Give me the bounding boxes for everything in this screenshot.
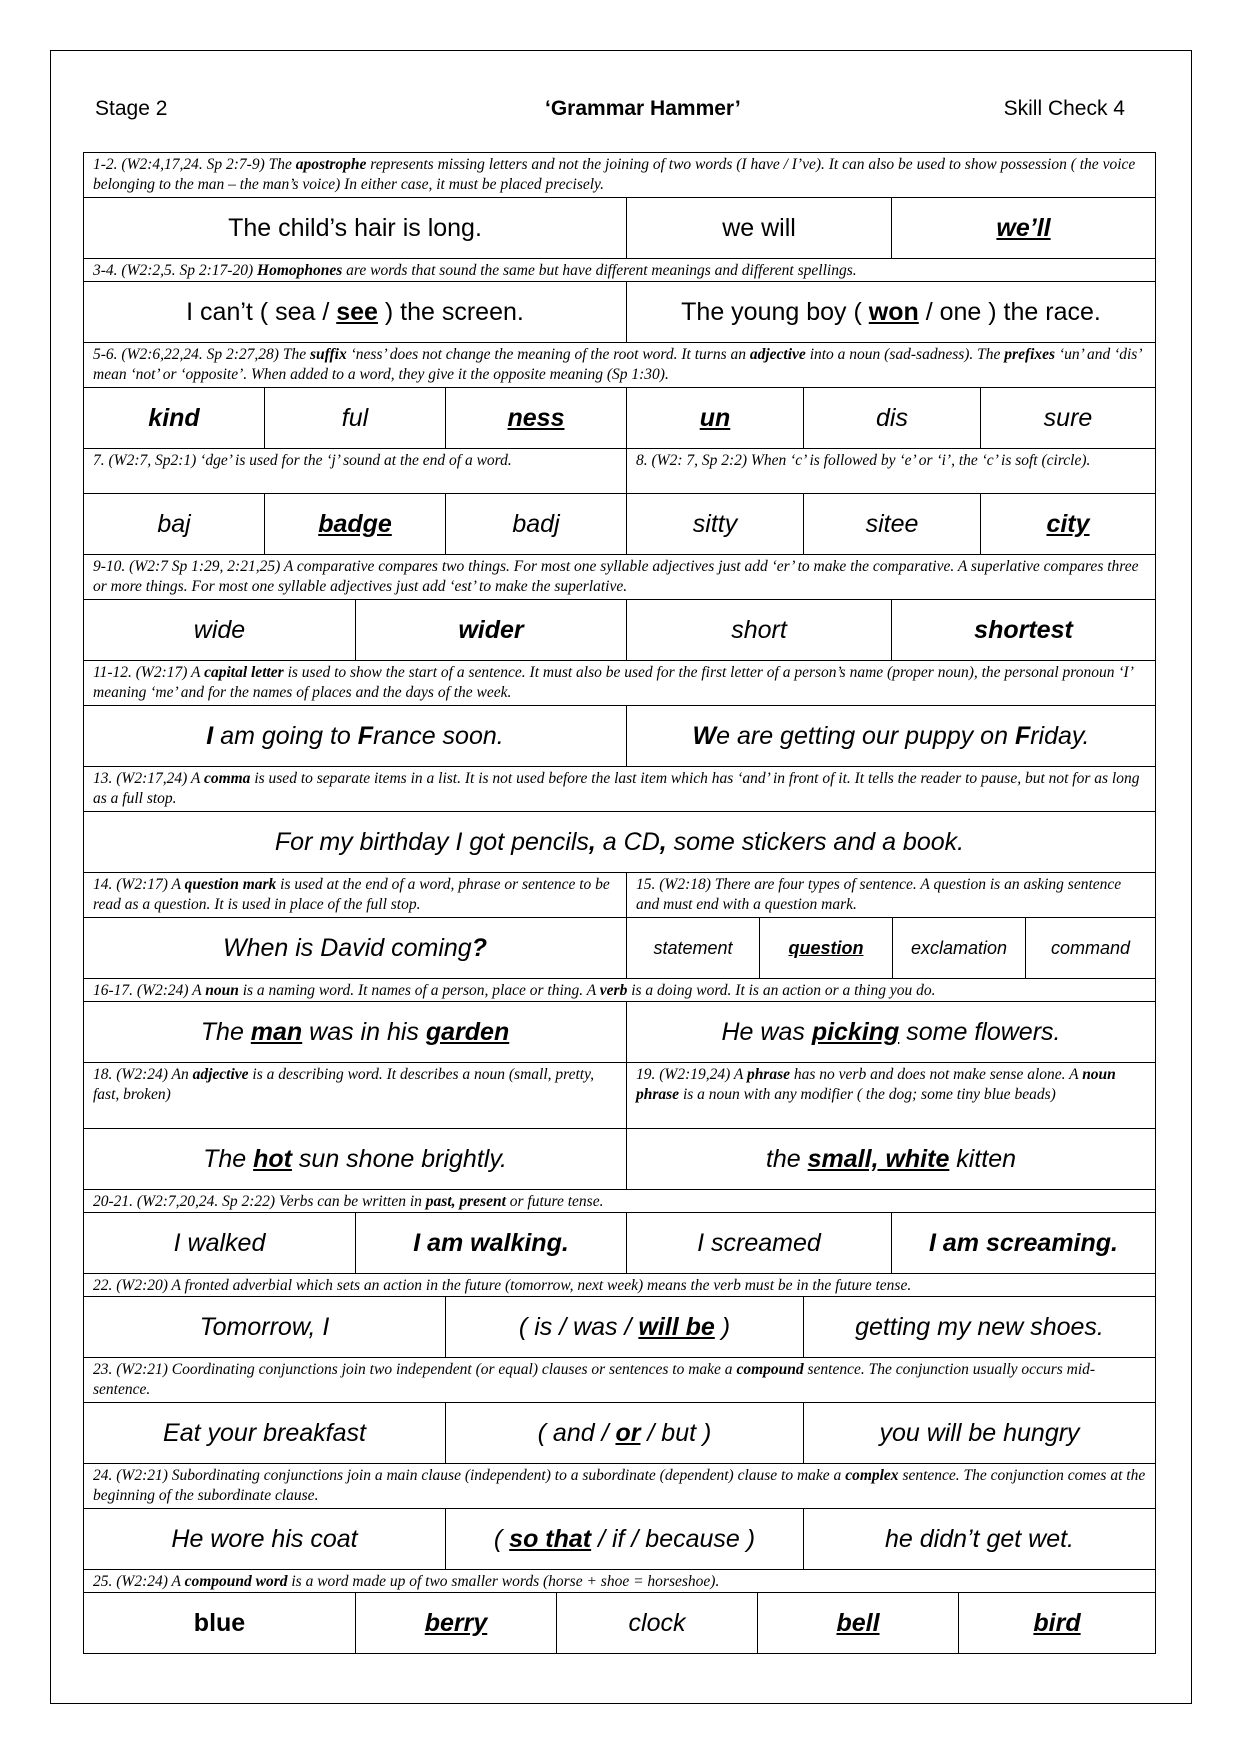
subordinating-rule-row bbox=[83, 1464, 1156, 1509]
coordinating-rule: 23. (W2:21) Coordinating conjunctions join two independent (or equal) clauses or sentences to make a compound sentence. The conjunction usually occurs mid-sentence. bbox=[93, 1361, 1096, 1398]
noun-phrase-example: the small, white kitten bbox=[765, 1144, 1017, 1173]
adjective-phrase-rules-row bbox=[83, 1063, 1156, 1129]
example-choice: ( is / was / will be ) bbox=[446, 1297, 804, 1357]
spelling-word: sitty bbox=[627, 494, 804, 554]
tense-words-row bbox=[83, 1213, 1156, 1274]
fronted-adverbial-rule: 22. (W2:20) A fronted adverbial which sets an action in the future (tomorrow, next week) means the verb must be in the future tense. bbox=[93, 1277, 912, 1294]
homophones-examples-row bbox=[83, 282, 1156, 343]
capitals-example-b: We are getting our puppy on Friday. bbox=[692, 721, 1090, 750]
spelling-word: badj bbox=[446, 494, 627, 554]
compound-words-row bbox=[83, 1593, 1156, 1654]
compound-word: clock bbox=[557, 1593, 758, 1653]
comparative-word: wide bbox=[84, 600, 356, 660]
question-rules-row bbox=[83, 873, 1156, 918]
compound-word-rule-row bbox=[83, 1570, 1156, 1593]
comparatives-words-row bbox=[83, 600, 1156, 661]
tense-word: I am walking. bbox=[356, 1213, 627, 1273]
adjective-rule: 18. (W2:24) An adjective is a describing word. It describes a noun (small, pretty, fast, broken) bbox=[84, 1063, 627, 1128]
tense-word: I screamed bbox=[627, 1213, 892, 1273]
affix-word: dis bbox=[804, 388, 981, 448]
example-start: He wore his coat bbox=[84, 1509, 446, 1569]
sentence-type: command bbox=[1050, 937, 1131, 958]
compound-word-rule: 25. (W2:24) A compound word is a word made up of two smaller words (horse + shoe = horseshoe). bbox=[93, 1573, 720, 1590]
sentence-type: statement bbox=[627, 918, 760, 978]
affix-word: sure bbox=[1043, 403, 1093, 432]
worksheet-table bbox=[83, 152, 1156, 1654]
noun-verb-examples-row bbox=[83, 1002, 1156, 1063]
noun-verb-rule: 16-17. (W2:24) A noun is a naming word. It names of a person, place or thing. A verb is a doing word. It is an action or a thing you do. bbox=[93, 982, 936, 999]
spelling-word: sitee bbox=[804, 494, 981, 554]
affixes-rule: 5-6. (W2:6,22,24. Sp 2:27,28) The suffix ‘ness’ does not change the meaning of the root word. It turns an adjective into a noun (sad-sadness). The prefixes ‘un’ and ‘dis’ mean ‘not’ or ‘opposite’. When added to a word, they give it the opposite meaning (Sp 1:30). bbox=[93, 346, 1141, 383]
adjective-phrase-examples-row bbox=[83, 1129, 1156, 1190]
question-mark-rule: 14. (W2:17) A question mark is used at the end of a word, phrase or sentence to be read as a question. It is used in place of the full stop. bbox=[84, 873, 627, 917]
apostrophe-rule-row bbox=[83, 153, 1156, 198]
skill-check-label: Skill Check 4 bbox=[1003, 97, 1125, 120]
affix-word: ness bbox=[446, 388, 627, 448]
fronted-adverbial-example-row bbox=[83, 1297, 1156, 1358]
affix-word: un bbox=[627, 388, 804, 448]
apostrophe-contraction: we’ll bbox=[996, 213, 1051, 242]
sentence-type: question bbox=[760, 918, 893, 978]
page-header bbox=[95, 97, 1125, 127]
adjective-example: The hot sun shone brightly. bbox=[84, 1129, 627, 1189]
coordinating-example-row bbox=[83, 1403, 1156, 1464]
comma-rule-row bbox=[83, 767, 1156, 812]
page-title: ‘Grammar Hammer’ bbox=[545, 97, 741, 120]
example-end: getting my new shoes. bbox=[855, 1312, 1104, 1341]
homophone-example-b: The young boy ( won / one ) the race. bbox=[681, 297, 1101, 326]
comma-example: For my birthday I got pencils, a CD, some stickers and a book. bbox=[274, 827, 965, 856]
phrase-rule: 19. (W2:19,24) A phrase has no verb and does not make sense alone. A noun phrase is a noun with any modifier ( the dog; some tiny blue beads) bbox=[636, 1066, 1116, 1103]
apostrophe-example-sentence: The child’s hair is long. bbox=[84, 198, 627, 258]
spelling-rules-row bbox=[83, 449, 1156, 494]
affix-word: kind bbox=[84, 388, 265, 448]
subordinating-example-row bbox=[83, 1509, 1156, 1570]
comparative-word: shortest bbox=[974, 615, 1073, 644]
compound-word: berry bbox=[356, 1593, 557, 1653]
question-example: When is David coming? bbox=[84, 918, 627, 978]
sentence-type: exclamation bbox=[893, 918, 1026, 978]
comparative-word: short bbox=[627, 600, 892, 660]
affixes-words-row bbox=[83, 388, 1156, 449]
example-choice: ( and / or / but ) bbox=[446, 1403, 804, 1463]
soft-c-rule: 8. (W2: 7, Sp 2:2) When ‘c’ is followed by ‘e’ or ‘i’, the ‘c’ is soft (circle). bbox=[636, 452, 1091, 469]
stage-label: Stage 2 bbox=[95, 97, 168, 120]
example-end: he didn’t get wet. bbox=[884, 1524, 1074, 1553]
affix-word: ful bbox=[265, 388, 446, 448]
spelling-words-row bbox=[83, 494, 1156, 555]
comma-example-row bbox=[83, 812, 1156, 873]
apostrophe-long-form: we will bbox=[627, 198, 892, 258]
capitals-examples-row bbox=[83, 706, 1156, 767]
capitals-rule: 11-12. (W2:17) A capital letter is used to show the start of a sentence. It must also be used for the first letter of a person’s name (proper noun), the personal pronoun ‘I’ meaning ‘me’ and for the names of places and the days of the week. bbox=[93, 664, 1133, 701]
capitals-rule-row bbox=[83, 661, 1156, 706]
comma-rule: 13. (W2:17,24) A comma is used to separate items in a list. It is not used before the last item which has ‘and’ in front of it. It tells the reader to pause, but not for as long as a full stop. bbox=[93, 770, 1140, 807]
comparative-word: wider bbox=[356, 600, 627, 660]
tense-rule-row bbox=[83, 1190, 1156, 1213]
verb-example: He was picking some flowers. bbox=[721, 1017, 1061, 1046]
tense-rule: 20-21. (W2:7,20,24. Sp 2:22) Verbs can be written in past, present or future tense. bbox=[93, 1193, 604, 1210]
noun-example: The man was in his garden bbox=[84, 1002, 627, 1062]
homophone-example-a: I can’t ( sea / see ) the screen. bbox=[84, 282, 627, 342]
comparatives-rule: 9-10. (W2:7 Sp 1:29, 2:21,25) A comparative compares two things. For most one syllable adjectives just add ‘er’ to make the comparative. A superlative compares three or more things. For most one syllable adjectives just add ‘est’ to make the superlative. bbox=[93, 558, 1139, 595]
fronted-adverbial-rule-row bbox=[83, 1274, 1156, 1297]
compound-word: bird bbox=[1033, 1608, 1081, 1637]
apostrophe-examples-row bbox=[83, 198, 1156, 259]
sentence-types-rule: 15. (W2:18) There are four types of sentence. A question is an asking sentence and must end with a question mark. bbox=[636, 876, 1122, 913]
apostrophe-rule: 1-2. (W2:4,17,24. Sp 2:7-9) The apostrophe represents missing letters and not the joining of two words (I have / I’ve). It can also be used to show possession ( the voice belonging to the man – the man’s voice) In either case, it must be placed precisely. bbox=[93, 156, 1136, 193]
homophones-rule-row bbox=[83, 259, 1156, 282]
coordinating-rule-row bbox=[83, 1358, 1156, 1403]
spelling-word: baj bbox=[84, 494, 265, 554]
comparatives-rule-row bbox=[83, 555, 1156, 600]
compound-word: blue bbox=[84, 1593, 356, 1653]
homophones-rule: 3-4. (W2:2,5. Sp 2:17-20) Homophones are words that sound the same but have different meanings and different spellings. bbox=[93, 262, 857, 279]
dge-rule: 7. (W2:7, Sp2:1) ‘dge’ is used for the ‘j’ sound at the end of a word. bbox=[84, 449, 627, 493]
compound-word: bell bbox=[758, 1593, 959, 1653]
question-examples-row bbox=[83, 918, 1156, 979]
example-start: Tomorrow, I bbox=[84, 1297, 446, 1357]
tense-word: I am screaming. bbox=[929, 1228, 1118, 1257]
spelling-word: city bbox=[1046, 509, 1090, 538]
tense-word: I walked bbox=[84, 1213, 356, 1273]
spelling-word: badge bbox=[265, 494, 446, 554]
capitals-example-a: I am going to France soon. bbox=[84, 706, 627, 766]
affixes-rule-row bbox=[83, 343, 1156, 388]
noun-verb-rule-row bbox=[83, 979, 1156, 1002]
example-end: you will be hungry bbox=[879, 1418, 1080, 1447]
example-choice: ( so that / if / because ) bbox=[446, 1509, 804, 1569]
subordinating-rule: 24. (W2:21) Subordinating conjunctions join a main clause (independent) to a subordinate (dependent) clause to make a complex sentence. The conjunction comes at the beginning of the subordinate clause. bbox=[93, 1467, 1146, 1504]
example-start: Eat your breakfast bbox=[84, 1403, 446, 1463]
